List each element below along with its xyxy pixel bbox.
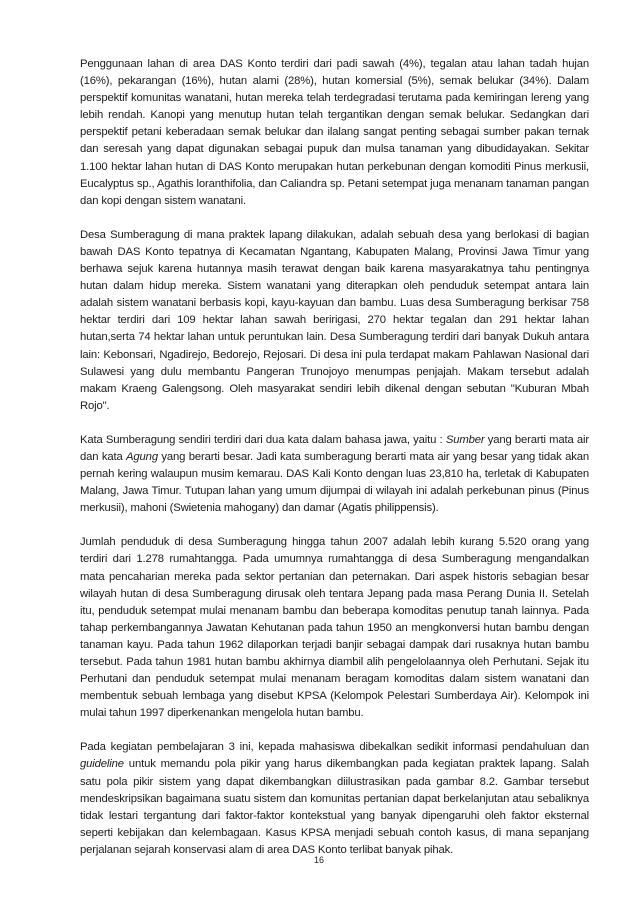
italic-term-sumber: Sumber xyxy=(445,433,485,446)
paragraph-population-history xyxy=(80,534,589,722)
paragraph-text: Desa Sumberagung di mana praktek lapang dilakukan, adalah sebuah desa yang berlokasi di bagian bawah DAS Konto tepatnya di Kecamatan Ngantang, Kabupaten Malang, Provinsi Jawa Timur yang berhawa sejuk karena hutannya masih terawat dengan baik karena masyarakatnya tahu pentingnya hutan dalam hidup mereka. Sistem wanatani yang diterapkan oleh penduduk setempat antara lain adalah sistem wanatani berbasis kopi, kayu-kayuan dan bambu. Luas desa Sumberagung berkisar 758 hektar terdiri dari 109 hektar lahan sawah beririgasi, 270 hektar tegalan dan 291 hektar lahan hutan,serta 74 hektar lahan untuk peruntukan lain. Desa Sumberagung terdiri dari banyak Dukuh antara lain: Kebonsari, Ngadirejo, Bedorejo, Rejosari. Di desa ini pula terdapat makam Pahlawan Nasional dari Sulawesi yang dulu membantu Pangeran Trunojoyo menumpas penjajah. Makam tersebut adalah makam Kraeng Galengsong. Oleh masyarakat sendiri lebih dikenal dengan sebutan "Kuburan Mbah Rojo". xyxy=(80,228,589,412)
paragraph-village-name xyxy=(80,432,589,517)
paragraph-learning-activity xyxy=(80,739,589,859)
italic-term-guideline: guideline xyxy=(80,758,124,771)
paragraph-text: yang berarti mata air dan kata xyxy=(80,433,589,463)
paragraph-land-use xyxy=(80,56,589,210)
paragraph-text: Penggunaan lahan di area DAS Konto terdiri dari padi sawah (4%), tegalan atau lahan tadah hujan (16%), pekarangan (16%), hutan alami (28%), hutan komersial (5%), semak belukar (34%). Dalam perspektif komunitas wanatani, hutan mereka telah terdegradasi terutama pada kemiringan lereng yang lebih rendah. Kanopi yang menutup hutan telah tergantikan dengan semak belukar. Sedangkan dari perspektif petani keberadaan semak belukar dan ilalang sangat penting sebagai sumber pakan ternak dan seresah yang dapat digunakan sebagai pupuk dan mulsa tanaman yang dibudidayakan. Sekitar 1.100 hektar lahan hutan di DAS Konto merupakan hutan perkebunan dengan komoditi Pinus merkusii, Eucalyptus sp., Agathis loranthifolia, dan Caliandra sp. Petani setempat juga menanam tanaman pangan dan kopi dengan sistem wanatani. xyxy=(80,58,589,207)
paragraph-text: untuk memandu pola pikir yang harus dikembangkan pada kegiatan praktek lapang. Salah satu pola pikir sistem yang dapat dikembangkan diilustrasikan pada gambar 8.2. Gambar tersebut mendeskripsikan bagaimana suatu sistem dan komunitas pertanian dapat berkelanjutan atau sebaliknya tidak lestari tergantung dari faktor-faktor kontekstual yang banyak dipengaruhi oleh faktor eksternal seperti kebijakan dan kelembagaan. Kasus KPSA menjadi sebuah contoh kasus, di mana sepanjang perjalanan sejarah konservasi alam di area DAS Konto terlibat banyak pihak. xyxy=(80,758,589,856)
page-number: 16 xyxy=(313,855,324,865)
italic-term-agung: Agung xyxy=(126,450,158,463)
body-text xyxy=(80,56,589,859)
paragraph-text: Kata Sumberagung sendiri terdiri dari dua kata dalam bahasa jawa, yaitu : xyxy=(80,433,446,446)
paragraph-text: Jumlah penduduk di desa Sumberagung hingga tahun 2007 adalah lebih kurang 5.520 orang yang terdiri dari 1.278 rumahtangga. Pada umumnya rumahtangga di desa Sumberagung mengandalkan mata pencaharian mereka pada sektor pertanian dan peternakan. Dari aspek historis sebagian besar wilayah hutan di desa Sumberagung dirusak oleh tentara Jepang pada masa Perang Dunia II. Setelah itu, penduduk setempat mulai menanam bambu dan beberapa komoditas penutup tanah lainnya. Pada tahap perkembangannya Jawatan Kehutanan pada tahun 1950 an mengkonversi hutan bambu dengan tanaman kayu. Pada tahun 1962 dilaporkan terjadi banjir sebagai dampak dari rusaknya hutan bambu tersebut. Pada tahun 1981 hutan bambu akhirnya diambil alih pengelolaannya oleh Perhutani. Sejak itu Perhutani dan penduduk setempat mulai menanam beragam komoditas dalam sistem wanatani dan membentuk sebuah lembaga yang disebut KPSA (Kelompok Pelestari Sumberdaya Air). Kelompok ini mulai tahun 1997 diperkenankan mengelola hutan bambu. xyxy=(80,536,589,720)
paragraph-village-description xyxy=(80,227,589,415)
paragraph-text: yang berarti besar. Jadi kata sumberagung berarti mata air yang besar yang tidak akan pernah kering walaupun musim kemarau. DAS Kali Konto dengan luas 23,810 ha, terletak di Kabupaten Malang, Jawa Timur. Tutupan lahan yang umum dijumpai di wilayah ini adalah perkebunan pinus (Pinus merkusii), mahoni (Swietenia mahogany) dan damar (Agatis philippensis). xyxy=(80,450,589,515)
paragraph-text: Pada kegiatan pembelajaran 3 ini, kepada mahasiswa dibekalkan sedikit informasi pendahuluan dan xyxy=(80,741,589,754)
